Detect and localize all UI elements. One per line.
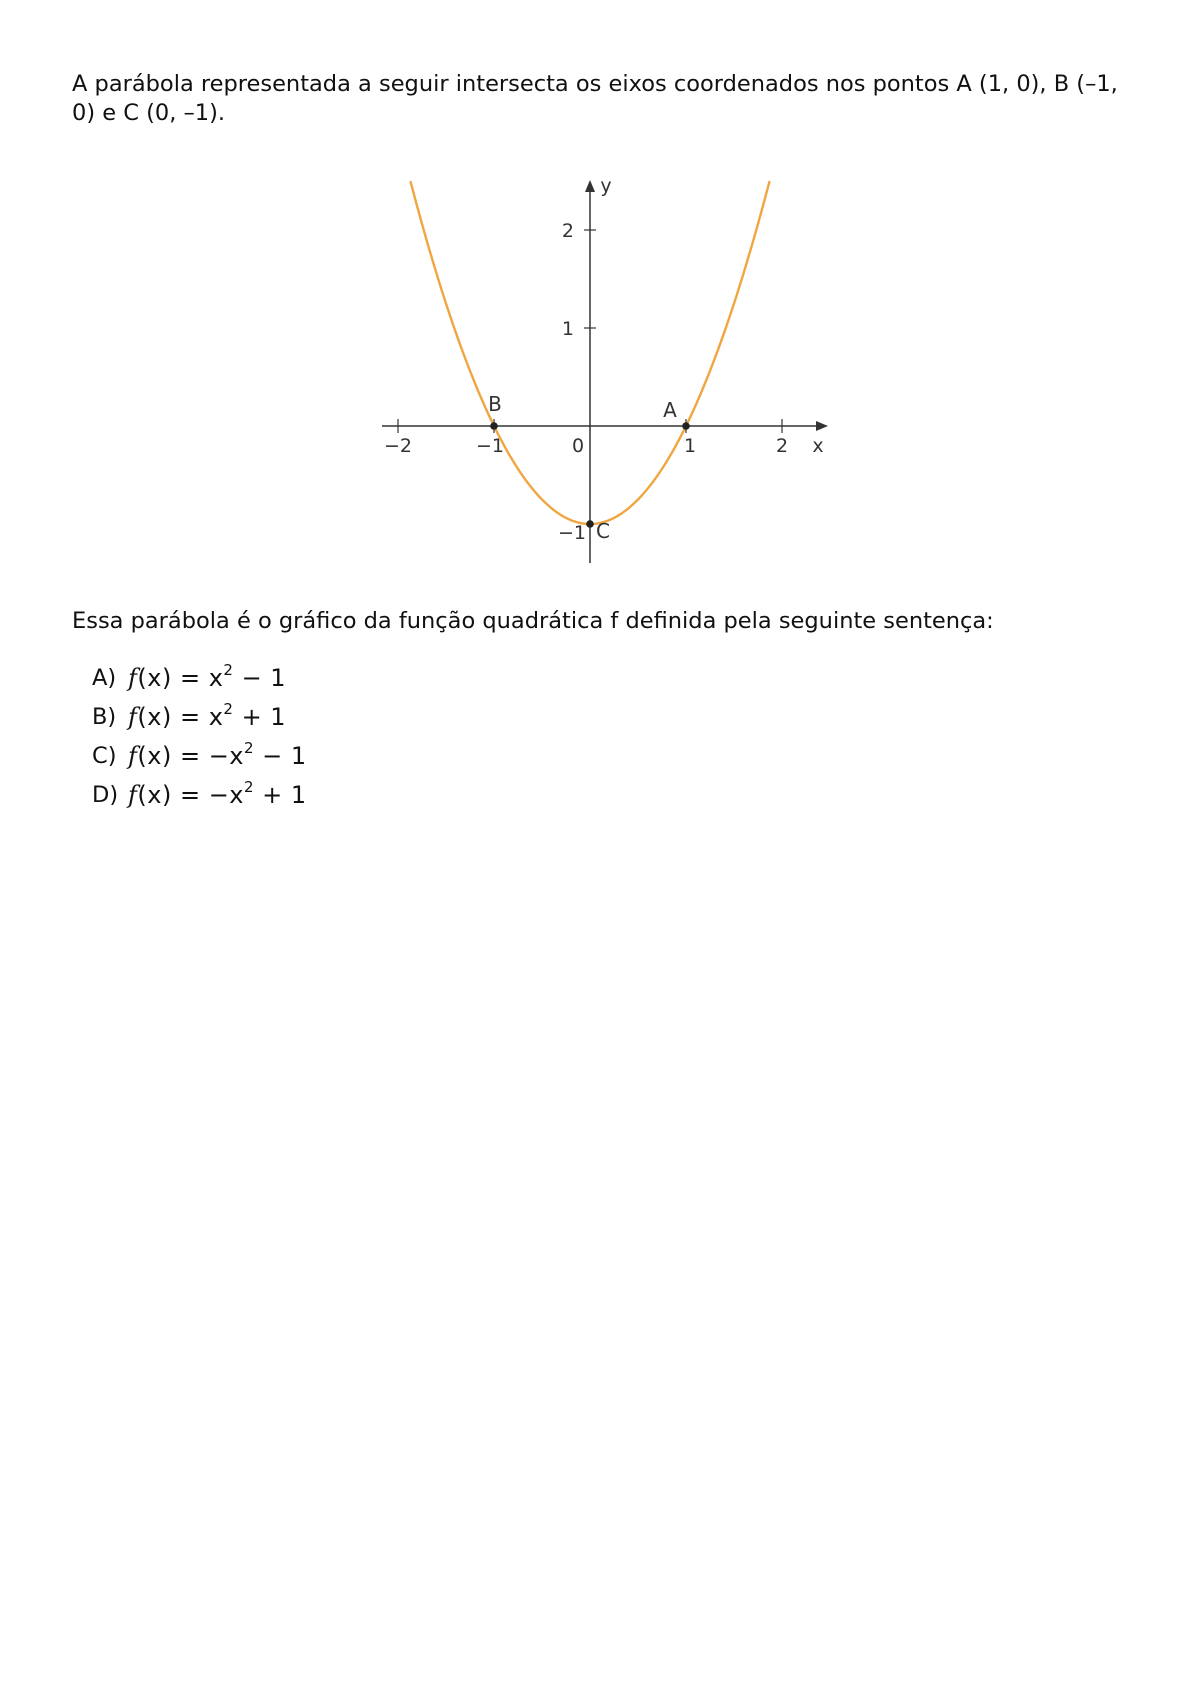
formula-exponent: 2 [244,778,255,796]
function-name: f [128,742,138,770]
x-tick-label: 0 [571,435,585,457]
option-formula [128,702,286,731]
point-b-label: B [488,392,502,416]
x-axis-arrow [816,421,828,431]
option-formula [128,741,307,770]
formula-body: (x) = −x [137,781,244,809]
function-name: f [128,781,138,809]
formula-exponent: 2 [223,661,234,679]
point-a [682,422,690,430]
option-formula [128,780,307,809]
y-axis-arrow [585,180,595,192]
x-tick-label: −1 [475,435,505,457]
point-c-label: C [596,519,610,543]
y-tick-label: −1 [557,522,586,544]
point-b [490,422,498,430]
formula-body: (x) = x [137,703,224,731]
option-formula [128,663,286,692]
formula-body: (x) = x [137,664,224,692]
point-a-label: A [663,398,677,422]
function-name: f [128,703,138,731]
option-c[interactable] [92,736,307,775]
point-c [586,520,594,528]
parabola-graph [360,168,840,578]
x-tick-label: 2 [775,435,789,457]
formula-body: (x) = −x [137,742,244,770]
option-letter: B) [92,703,117,730]
y-axis-label: y [600,175,612,197]
question-intro: A parábola representada a seguir intersecta os eixos coordenados nos pontos A (1, 0), B (–1, 0) e C (0, –1). [72,71,1118,126]
x-tick-label: −2 [383,435,413,457]
answer-options [92,658,307,814]
option-b[interactable] [92,697,307,736]
option-letter: D) [92,781,119,808]
option-letter: C) [92,742,117,769]
formula-tail: − 1 [233,664,287,692]
x-tick-label: 1 [683,435,697,457]
option-a[interactable] [92,658,307,697]
formula-tail: + 1 [233,703,287,731]
y-tick-label: 2 [561,220,574,242]
formula-exponent: 2 [244,739,255,757]
parabola-figure [360,168,840,578]
option-letter: A) [92,664,117,691]
x-axis-label: x [812,435,824,457]
function-name: f [128,664,138,692]
formula-exponent: 2 [223,700,234,718]
option-d[interactable] [92,775,307,814]
formula-tail: − 1 [254,742,307,770]
question-prompt: Essa parábola é o gráfico da função quadrática f definida pela seguinte sentença: [72,608,994,634]
formula-tail: + 1 [254,781,307,809]
y-tick-label: 1 [561,318,574,340]
